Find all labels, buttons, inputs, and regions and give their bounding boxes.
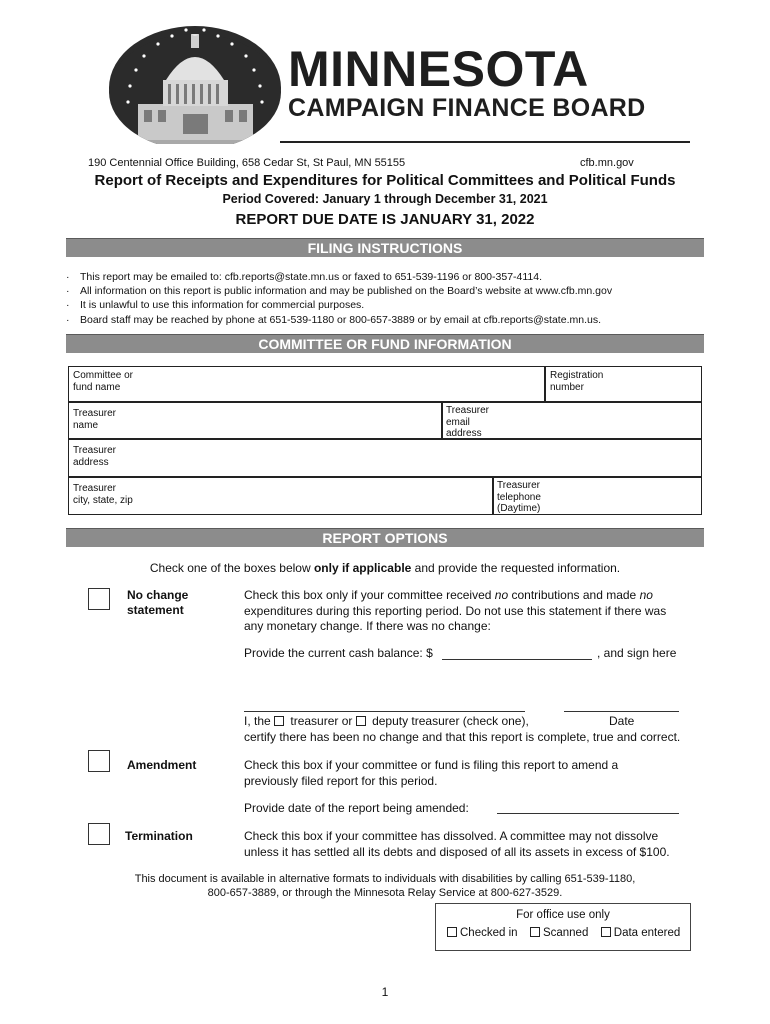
committee-name-label: Committee or fund name [73, 370, 134, 393]
signature-line[interactable] [244, 711, 525, 712]
deputy-treasurer-checkbox[interactable] [356, 716, 366, 726]
period-covered: Period Covered: January 1 through December 31, 2021 [222, 192, 548, 206]
office-use-options: Checked in Scanned Data entered [436, 927, 690, 939]
instruction-item: · All information on this report is public information and may be published on the Board’s website at www.cfb.mn.gov [66, 285, 613, 298]
treasurer-name-field[interactable] [68, 401, 443, 440]
report-title: Report of Receipts and Expenditures for Political Committees and Political Funds [94, 172, 676, 189]
board-website: cfb.mn.gov [580, 157, 634, 169]
no-change-label: No change statement [127, 588, 189, 617]
data-entered-checkbox[interactable] [601, 927, 611, 937]
certification-line1: I, the treasurer or deputy treasurer (check one), [244, 714, 529, 728]
instruction-item: · It is unlawful to use this information for commercial purposes. [66, 299, 365, 312]
committee-info-heading: COMMITTEE OR FUND INFORMATION [66, 334, 704, 353]
amendment-checkbox[interactable] [88, 750, 110, 772]
treasurer-name-label: Treasurer name [73, 408, 116, 431]
no-change-checkbox[interactable] [88, 588, 110, 610]
page-number: 1 [381, 985, 389, 999]
signature-date-line[interactable] [564, 711, 679, 712]
report-options-intro: Check one of the boxes below only if applicable and provide the requested information. [149, 561, 621, 575]
office-use-title: For office use only [516, 909, 610, 921]
cash-balance-input[interactable] [442, 659, 592, 660]
treasurer-address-field[interactable] [68, 438, 702, 478]
instruction-item: · Board staff may be reached by phone at 651-539-1180 or 800-657-3889 or by email at cfb.reports@state.mn.us. [66, 313, 601, 326]
amendment-date-prompt: Provide date of the report being amended: [244, 801, 469, 815]
treasurer-address-label: Treasurer address [73, 445, 116, 468]
amendment-label: Amendment [127, 758, 197, 772]
registration-number-label: Registration number [550, 370, 604, 393]
committee-name-field[interactable] [68, 366, 546, 403]
registration-number-field[interactable] [544, 366, 702, 403]
header-rule [280, 141, 690, 143]
termination-label: Termination [125, 829, 193, 843]
instruction-item: · This report may be emailed to: cfb.reports@state.mn.us or faxed to 651-539-1196 or 800-357-4114. [66, 271, 543, 283]
certification-line2: certify there has been no change and that this report is complete, true and correct. [244, 730, 681, 744]
filing-instructions-list [66, 270, 612, 327]
capitol-dome-logo [108, 22, 283, 144]
date-label: Date [609, 714, 635, 728]
no-change-description: Check this box only if your committee received no contributions and made no expenditures during this reporting period. Do not use this statement if there was any monetary change. If there was no change: [244, 588, 667, 633]
sign-here-text: , and sign here [597, 646, 677, 660]
termination-description: Check this box if your committee has dissolved. A committee may not dissolve unless it has settled all its debts and disposed of all its assets in excess of $100. [244, 829, 670, 859]
office-use-box [435, 903, 691, 951]
treasurer-phone-label: Treasurer telephone (Daytime) [497, 480, 541, 514]
termination-checkbox[interactable] [88, 823, 110, 845]
accessibility-note: This document is available in alternative formats to individuals with disabilities by calling 651-539-1180, 800-657-3889, or through the Minnesota Relay Service at 800-627-3529. [134, 873, 636, 899]
treasurer-city-label: Treasurer city, state, zip [73, 483, 133, 506]
org-name-line2: CAMPAIGN FINANCE BOARD [288, 94, 646, 122]
treasurer-city-field[interactable] [68, 476, 494, 515]
treasurer-email-label: Treasurer email address [446, 405, 489, 439]
treasurer-checkbox[interactable] [274, 716, 284, 726]
board-address: 190 Centennial Office Building, 658 Cedar St, St Paul, MN 55155 [88, 157, 406, 169]
org-name-line1: MINNESOTA [288, 41, 589, 97]
cash-balance-prompt: Provide the current cash balance: $ [244, 646, 433, 660]
checked-in-checkbox[interactable] [447, 927, 457, 937]
amendment-description: Check this box if your committee or fund is filing this report to amend a previously filed report for this period. [244, 758, 619, 788]
due-date: REPORT DUE DATE IS JANUARY 31, 2022 [235, 211, 535, 228]
amendment-date-input[interactable] [497, 813, 679, 814]
filing-instructions-heading: FILING INSTRUCTIONS [66, 238, 704, 257]
scanned-checkbox[interactable] [530, 927, 540, 937]
report-options-heading: REPORT OPTIONS [66, 528, 704, 547]
treasurer-email-field[interactable] [441, 401, 702, 440]
treasurer-phone-field[interactable] [492, 476, 702, 515]
